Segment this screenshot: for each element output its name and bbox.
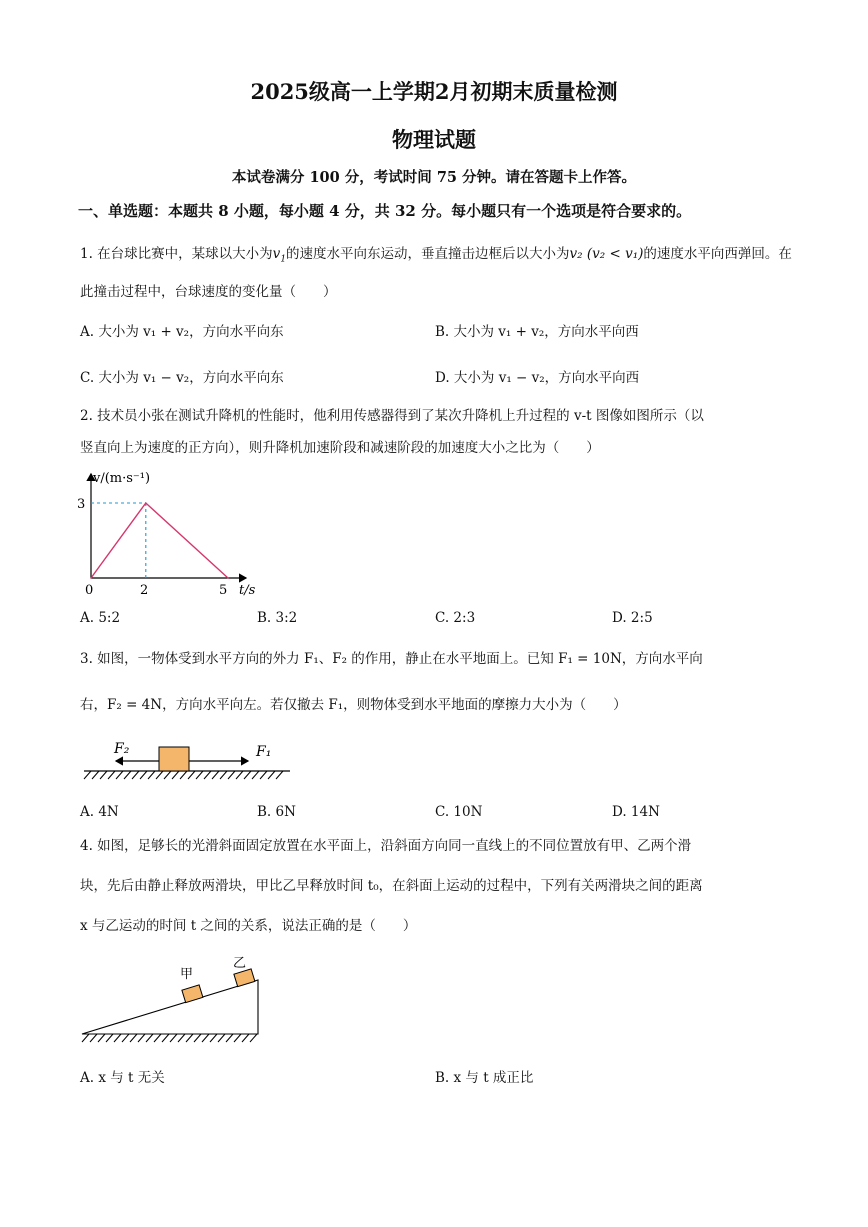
exam-subtitle: 物理试题 bbox=[392, 127, 476, 152]
q3-line-1: 3. 如图，一物体受到水平方向的外力 F₁、F₂ 的作用，静止在水平地面上。已知 F₁ = 10N，方向水平向 bbox=[80, 651, 703, 667]
incline bbox=[82, 980, 258, 1034]
ground-hatching bbox=[82, 1034, 257, 1042]
q1-text-part3: 的速度水平向西弹回。在此撞击过程中，台球速度的变化量（ ） bbox=[80, 246, 792, 300]
y-tick-3: 3 bbox=[77, 497, 86, 512]
q1-option-d[interactable]: D. 大小为 v₁ − v₂，方向水平向西 bbox=[435, 370, 640, 386]
y-axis-label: v/(m·s⁻¹) bbox=[93, 471, 151, 486]
q1-v1-symbol: $v_1$ bbox=[272, 246, 287, 265]
vt-series-line bbox=[91, 503, 228, 578]
q3-option-d[interactable]: D. 14N bbox=[612, 804, 660, 820]
block-yi bbox=[234, 969, 255, 987]
q4-line-3: x 与乙运动的时间 t 之间的关系，说法正确的是（ ） bbox=[80, 918, 417, 934]
block-jia bbox=[182, 985, 203, 1003]
data-point-2 bbox=[227, 577, 229, 579]
q2-option-a[interactable]: A. 5:2 bbox=[80, 610, 121, 626]
q1-text-part2: 的速度水平向东运动，垂直撞击边框后以大小为 bbox=[286, 246, 570, 262]
question-3-stem bbox=[80, 643, 792, 721]
q4-line-2: 块，先后由静止释放两滑块，甲比乙早释放时间 t₀，在斜面上运动的过程中，下列有关两滑块之间的距离 bbox=[80, 878, 703, 894]
q2-option-d[interactable]: D. 2:5 bbox=[612, 610, 653, 626]
data-point-0 bbox=[90, 577, 92, 579]
incline-diagram bbox=[80, 952, 270, 1048]
q1-condition: v₂ (v₂ < v₁) bbox=[569, 246, 644, 262]
exam-title: 2025级高一上学期2月初期末质量检测 bbox=[250, 79, 618, 104]
section-heading: 一、单选题：本题共 8 小题，每小题 4 分，共 32 分。每小题只有一个选项是符合要求的。 bbox=[78, 202, 692, 220]
q4-option-a[interactable]: A. x 与 t 无关 bbox=[80, 1070, 165, 1086]
question-4-stem bbox=[80, 830, 792, 942]
force-diagram bbox=[80, 734, 295, 784]
vt-chart bbox=[74, 466, 264, 602]
question-2-stem bbox=[80, 400, 792, 464]
yi-label: 乙 bbox=[233, 956, 247, 971]
block bbox=[159, 747, 189, 771]
q3-option-c[interactable]: C. 10N bbox=[435, 804, 483, 820]
f1-label: F₁ bbox=[256, 744, 272, 760]
q2-line-1: 2. 技术员小张在测试升降机的性能时，他利用传感器得到了某次升降机上升过程的 v-t 图像如图所示（以 bbox=[80, 408, 704, 424]
q3-option-b[interactable]: B. 6N bbox=[257, 804, 296, 820]
jia-label: 甲 bbox=[180, 967, 194, 982]
q1-option-b[interactable]: B. 大小为 v₁ + v₂，方向水平向西 bbox=[435, 324, 639, 340]
q3-option-a[interactable]: A. 4N bbox=[80, 804, 119, 820]
f2-label: F₂ bbox=[114, 741, 130, 757]
q4-option-b[interactable]: B. x 与 t 成正比 bbox=[435, 1070, 534, 1086]
q1-option-c[interactable]: C. 大小为 v₁ − v₂，方向水平向东 bbox=[80, 370, 284, 386]
x-tick-5: 5 bbox=[219, 583, 228, 598]
data-point-1 bbox=[145, 502, 147, 504]
q2-option-b[interactable]: B. 3:2 bbox=[257, 610, 298, 626]
q2-option-c[interactable]: C. 2:3 bbox=[435, 610, 476, 626]
x-tick-0: 0 bbox=[85, 583, 94, 598]
q1-text-part1: 1. 在台球比赛中，某球以大小为 bbox=[80, 246, 273, 262]
q2-line-2: 竖直向上为速度的正方向），则升降机加速阶段和减速阶段的加速度大小之比为（ ） bbox=[80, 440, 600, 456]
x-axis-label: t/s bbox=[239, 583, 256, 598]
ground-hatching bbox=[84, 771, 283, 779]
question-1-stem bbox=[80, 238, 792, 308]
exam-note: 本试卷满分 100 分，考试时间 75 分钟。请在答题卡上作答。 bbox=[231, 169, 637, 186]
q4-line-1: 4. 如图，足够长的光滑斜面固定放置在水平面上，沿斜面方向同一直线上的不同位置放有甲、乙两个滑 bbox=[80, 838, 692, 854]
x-tick-2: 2 bbox=[140, 583, 149, 598]
q3-line-2: 右，F₂ = 4N，方向水平向左。若仅撤去 F₁，则物体受到水平地面的摩擦力大小为（ ） bbox=[80, 697, 627, 713]
q1-option-a[interactable]: A. 大小为 v₁ + v₂，方向水平向东 bbox=[80, 324, 284, 340]
